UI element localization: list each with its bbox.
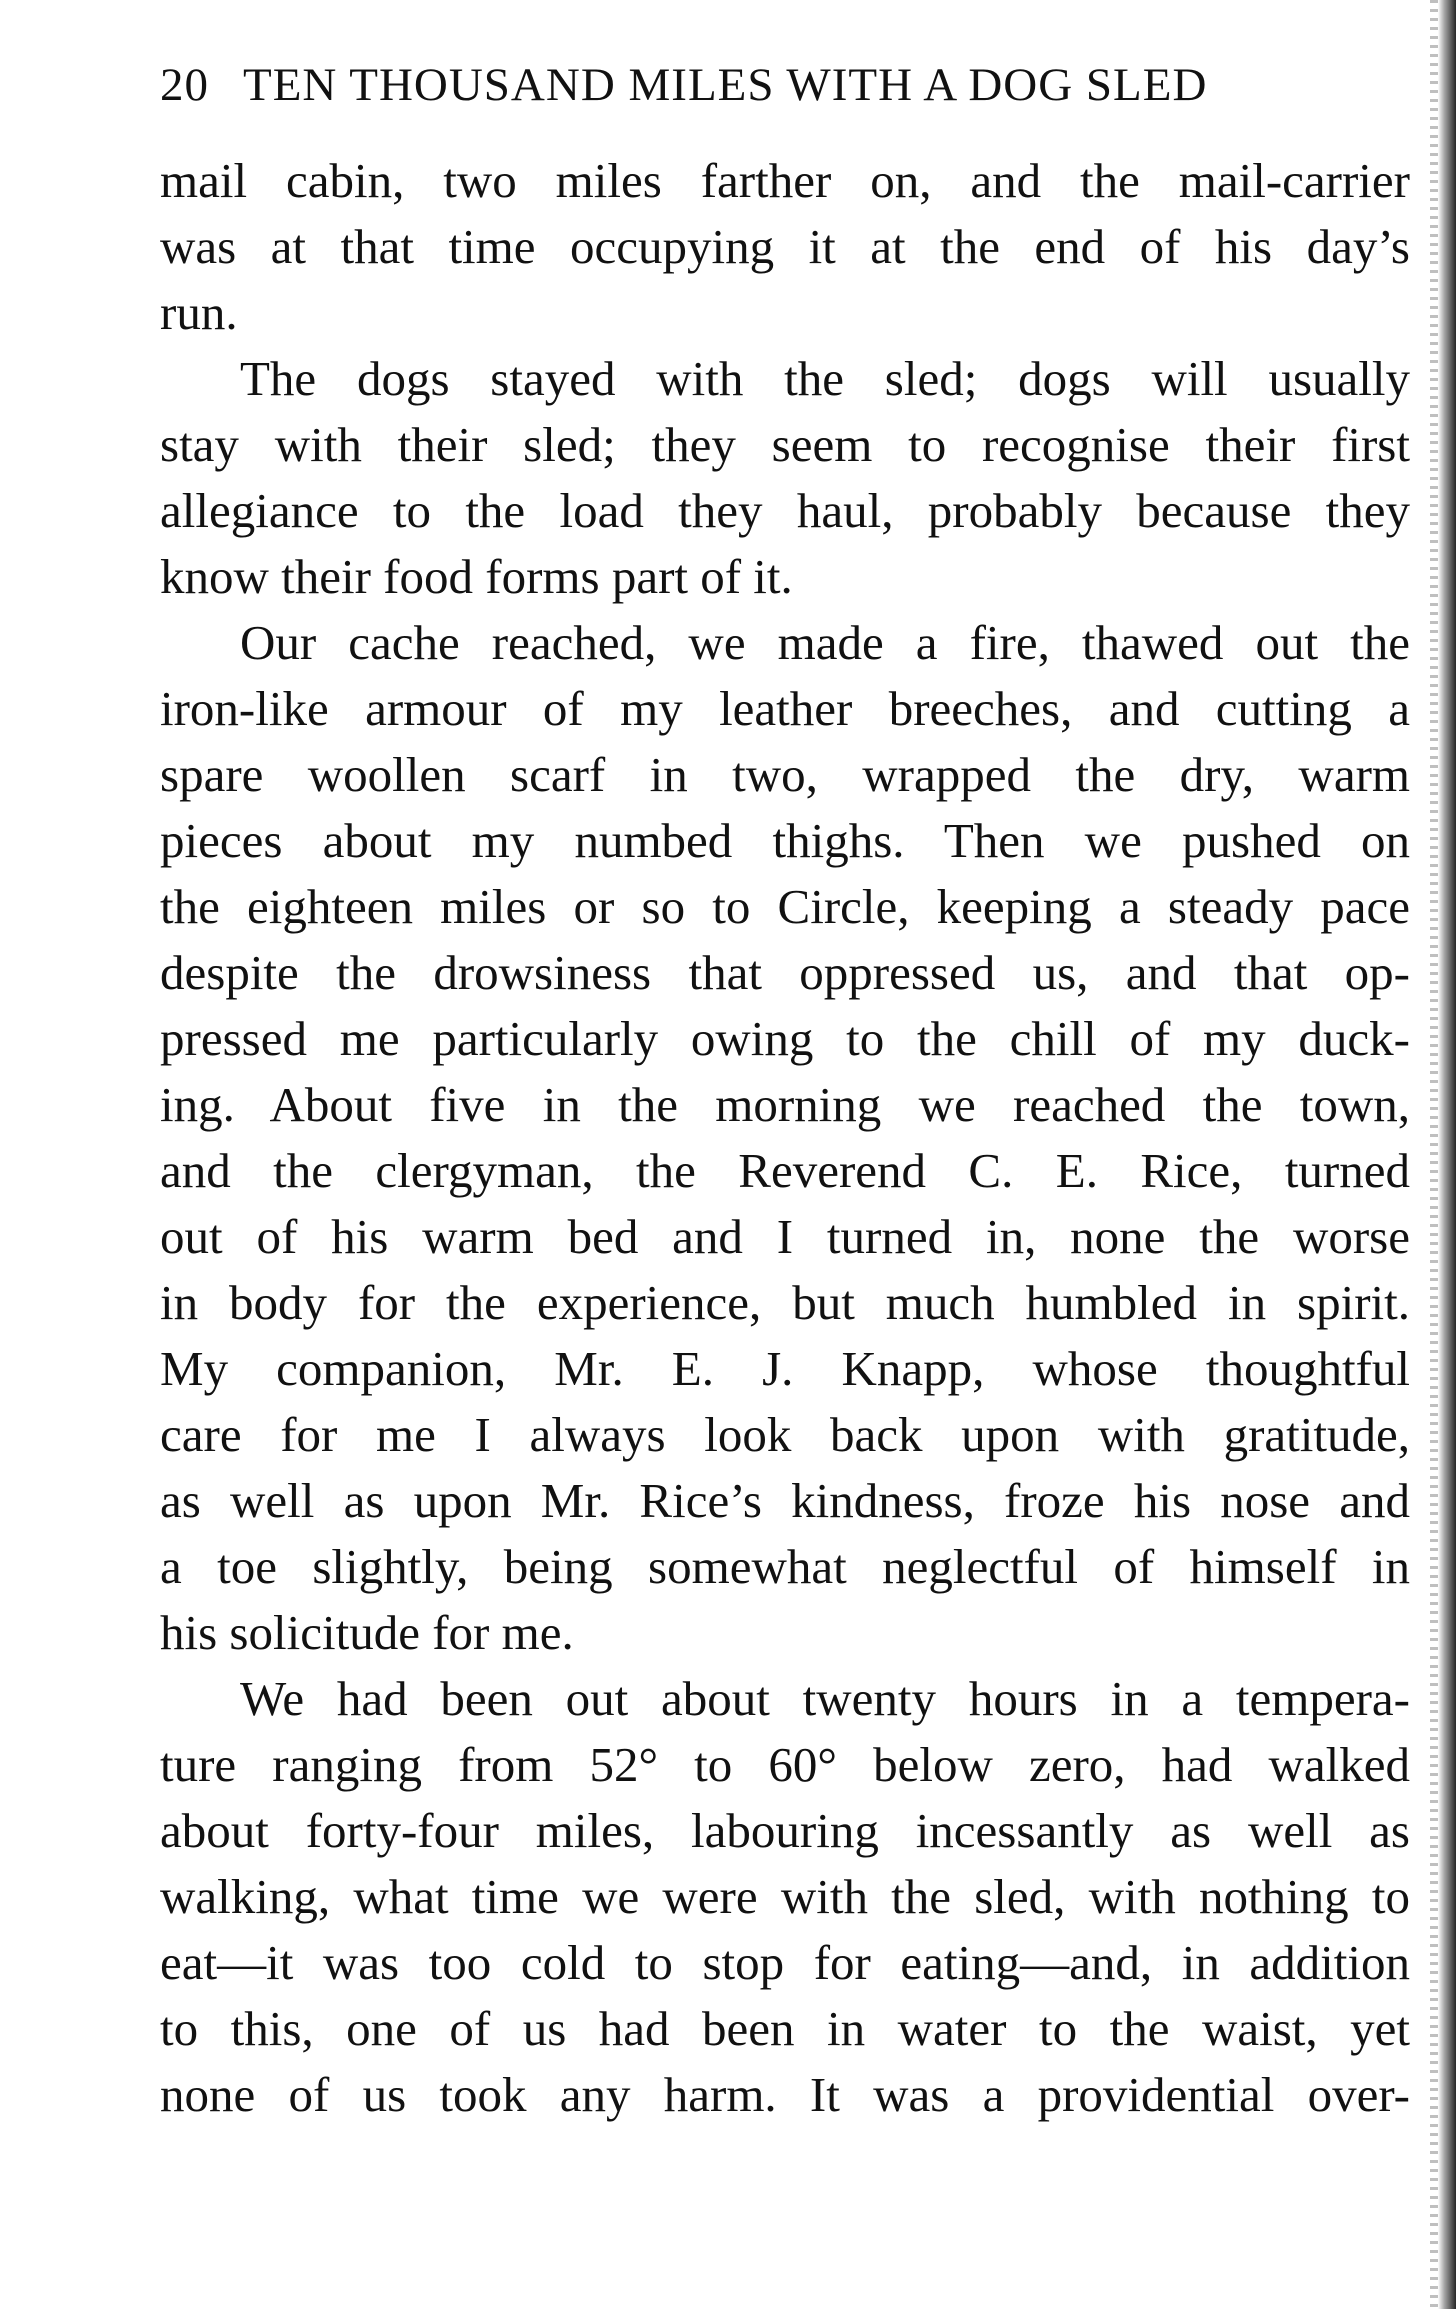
text-line: a toe slightly, being somewhat neglectful of himself in — [160, 1539, 1410, 1594]
text-line: pressed me particularly owing to the chill of my duck- — [160, 1011, 1410, 1066]
running-head — [160, 50, 1360, 120]
body-text — [160, 148, 1410, 2168]
text-line: about forty-four miles, labouring incessantly as well as — [160, 1803, 1410, 1858]
text-line: in body for the experience, but much humbled in spirit. — [160, 1275, 1410, 1330]
text-line: ture ranging from 52° to 60° below zero, had walked — [160, 1737, 1410, 1792]
text-line: pieces about my numbed thighs. Then we pushed on — [160, 813, 1410, 868]
text-line: stay with their sled; they seem to recognise their first — [160, 417, 1410, 472]
text-line: and the clergyman, the Reverend C. E. Rice, turned — [160, 1143, 1410, 1198]
text-line: out of his warm bed and I turned in, none the worse — [160, 1209, 1410, 1264]
paragraph-first-line: The dogs stayed with the sled; dogs will usually — [240, 351, 1410, 406]
text-line: the eighteen miles or so to Circle, keeping a steady pace — [160, 879, 1410, 934]
text-line: spare woollen scarf in two, wrapped the dry, warm — [160, 747, 1410, 802]
text-line: mail cabin, two miles farther on, and the mail-carrier — [160, 153, 1410, 208]
text-line: iron-like armour of my leather breeches, and cutting a — [160, 681, 1410, 736]
text-line: his solicitude for me. — [160, 1605, 574, 1660]
text-line: to this, one of us had been in water to the waist, yet — [160, 2001, 1410, 2056]
paragraph-first-line: Our cache reached, we made a fire, thawed out the — [240, 615, 1410, 670]
page-number: 20 — [160, 59, 209, 111]
text-line: despite the drowsiness that oppressed us, and that op- — [160, 945, 1410, 1000]
text-line: My companion, Mr. E. J. Knapp, whose thoughtful — [160, 1341, 1410, 1396]
page-edge-shadow — [1438, 0, 1456, 2309]
text-line: none of us took any harm. It was a providential over- — [160, 2067, 1410, 2122]
text-line: as well as upon Mr. Rice’s kindness, froze his nose and — [160, 1473, 1410, 1528]
text-line: allegiance to the load they haul, probably because they — [160, 483, 1410, 538]
book-title-header: TEN THOUSAND MILES WITH A DOG SLED — [243, 59, 1208, 111]
text-line: walking, what time we were with the sled, with nothing to — [160, 1869, 1410, 1924]
page-edge-speckle — [1430, 0, 1438, 2309]
text-line: run. — [160, 285, 238, 340]
text-line: care for me I always look back upon with gratitude, — [160, 1407, 1410, 1462]
paragraph-first-line: We had been out about twenty hours in a tempera- — [240, 1671, 1410, 1726]
text-line: ing. About five in the morning we reached the town, — [160, 1077, 1410, 1132]
text-line: eat—it was too cold to stop for eating—and, in addition — [160, 1935, 1410, 1990]
text-line: know their food forms part of it. — [160, 549, 793, 604]
text-line: was at that time occupying it at the end of his day’s — [160, 219, 1410, 274]
